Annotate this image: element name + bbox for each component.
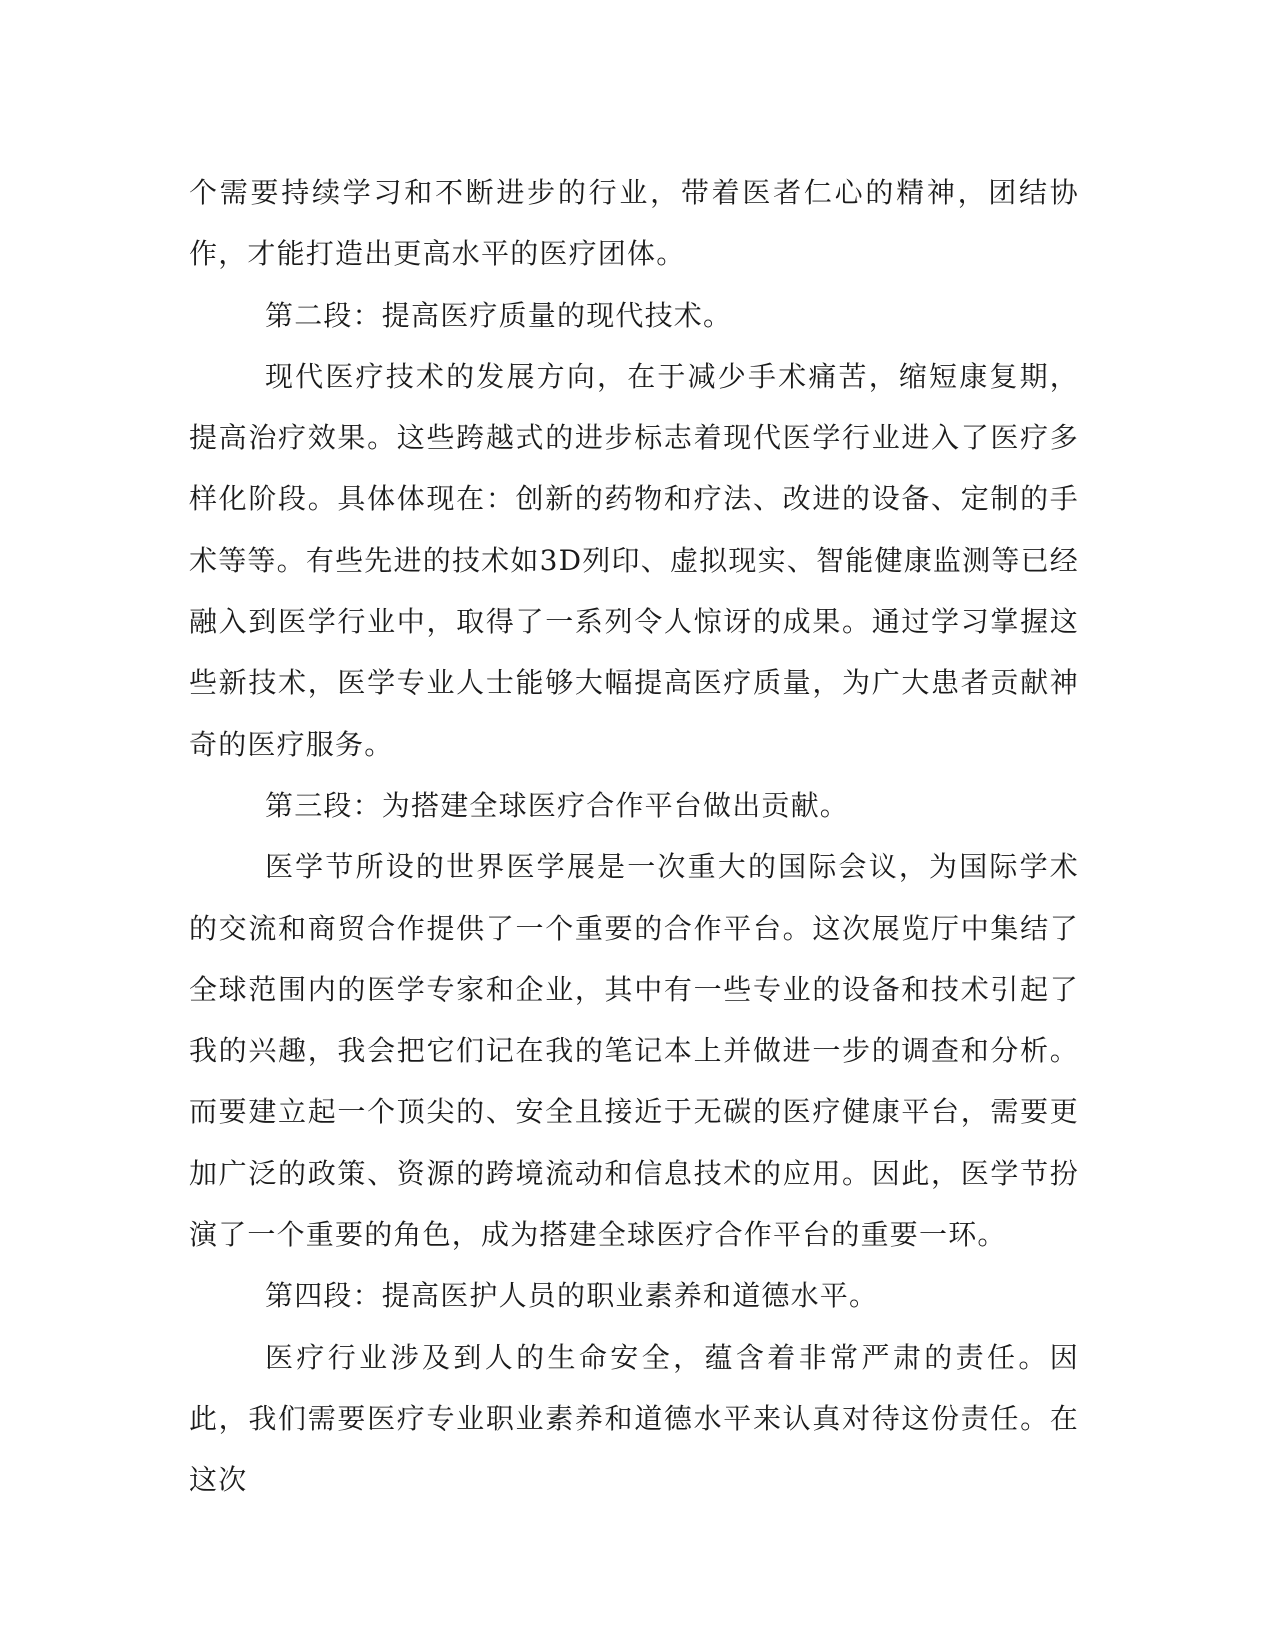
- paragraph-global-cooperation: 医学节所设的世界医学展是一次重大的国际会议，为国际学术的交流和商贸合作提供了一个重要的合作平台。这次展览厅中集结了全球范围内的医学专家和企业，其中有一些专业的设备和技术引起了我的兴趣，我会把它们记在我的笔记本上并做进一步的调查和分析。而要建立起一个顶尖的、安全且接近于无碳的医疗健康平台，需要更加广泛的政策、资源的跨境流动和信息技术的应用。因此，医学节扮演了一个重要的角色，成为搭建全球医疗合作平台的重要一环。: [189, 850, 1079, 1252]
- paragraph-continuation: 个需要持续学习和不断进步的行业，带着医者仁心的精神，团结协作，才能打造出更高水平的医疗团体。: [189, 176, 1079, 271]
- paragraph-professional-ethics: 医疗行业涉及到人的生命安全，蕴含着非常严肃的责任。因此，我们需要医疗专业职业素养和道德水平来认真对待这份责任。在这次: [189, 1340, 1079, 1497]
- section-heading-3: 第三段：为搭建全球医疗合作平台做出贡献。: [265, 788, 850, 822]
- document-body: [189, 162, 1079, 1511]
- section-heading-4: 第四段：提高医护人员的职业素养和道德水平。: [265, 1279, 879, 1313]
- paragraph-modern-technology: 现代医疗技术的发展方向，在于减少手术痛苦，缩短康复期，提高治疗效果。这些跨越式的进步标志着现代医学行业进入了医疗多样化阶段。具体体现在：创新的药物和疗法、改进的设备、定制的手术等等。有些先进的技术如3D列印、虚拟现实、智能健康监测等已经融入到医学行业中，取得了一系列令人惊讶的成果。通过学习掌握这些新技术，医学专业人士能够大幅提高医疗质量，为广大患者贡献神奇的医疗服务。: [189, 359, 1079, 761]
- section-heading-2: 第二段：提高医疗质量的现代技术。: [265, 298, 733, 332]
